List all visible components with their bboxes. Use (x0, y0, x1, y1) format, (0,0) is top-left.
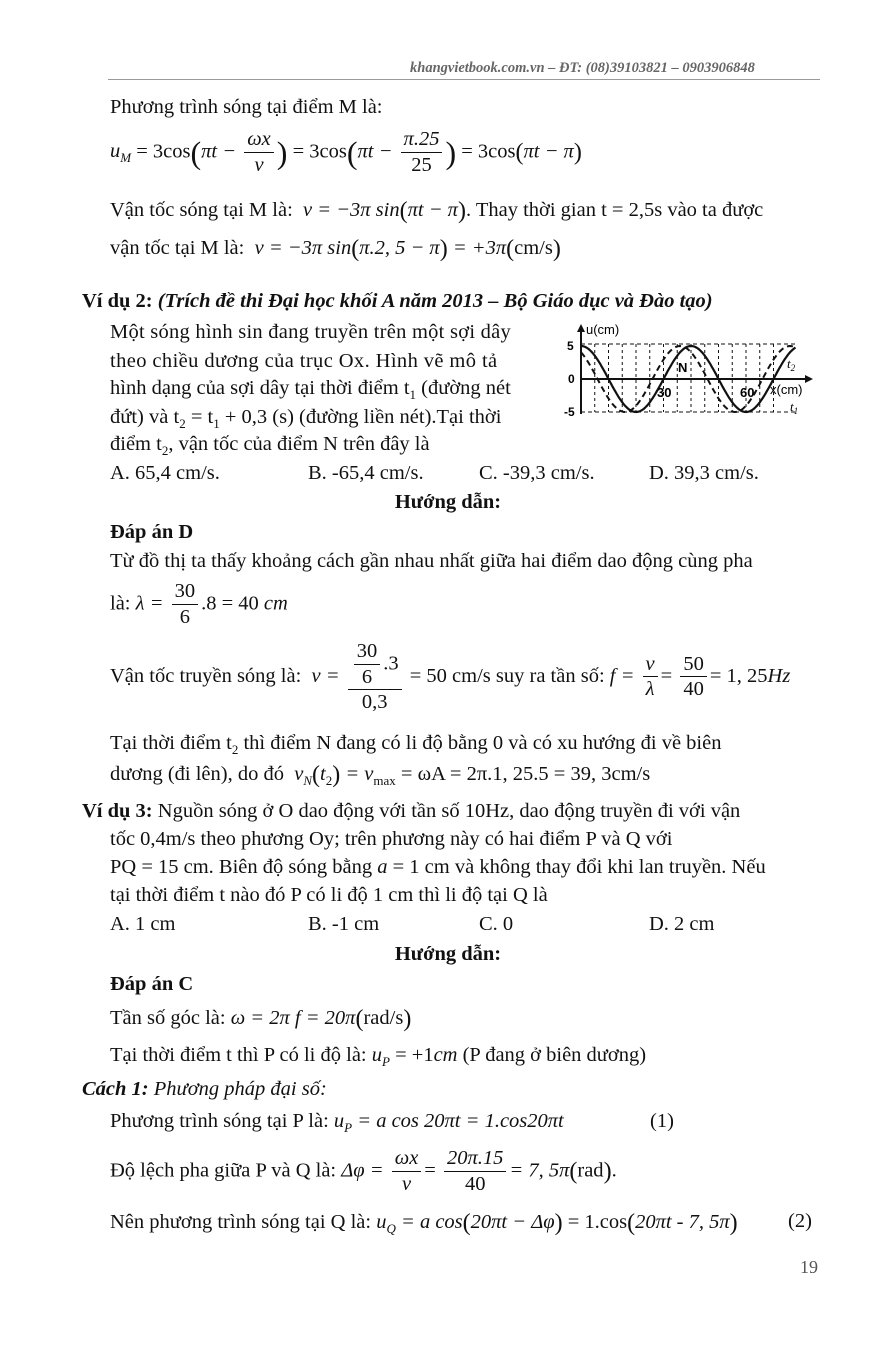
method-heading: Cách 1: Phương pháp đại số: (82, 1078, 327, 1100)
text-line: dương (đi lên), do đó $v_N(t_2) = v_{max} = \omega A = 2\pi.1$, 25.5 = 39, 3cm/s (110, 762, 651, 789)
example-2-title: Ví dụ 2: (Trích đề thi Đại học khối A năm 2013 – Bộ Giáo dục và Đào tạo) (82, 290, 713, 312)
text-line: PQ = 15 cm. Biên độ sóng bằng a = 1 cm và không thay đổi khi lan truyền. Nếu (110, 856, 766, 878)
y-tick: 0 (568, 372, 575, 386)
y-axis-label: u(cm) (586, 322, 620, 337)
option-a: A. 65,4 cm/s. (110, 462, 220, 484)
x-axis-label: x(cm) (770, 382, 803, 397)
y-tick: 5 (567, 339, 574, 353)
text-line: Phương trình sóng tại P là: $u_P = a$ cos 20πt = 1.cos20πt (1) (110, 1110, 674, 1136)
text-line: Một sóng hình sin đang truyền trên một sợi dây (110, 321, 511, 343)
curve-t1-label: $t_1$ (790, 399, 799, 416)
text-line: tại thời điểm t nào đó P có li độ 1 cm thì li độ tại Q là (110, 884, 548, 906)
text-line: Phương trình sóng tại điểm M là: (110, 96, 383, 118)
curve-t2-label: $t_2$ (787, 356, 796, 373)
example-3-line: Ví dụ 3: Nguồn sóng ở O dao động với tần số 10Hz, dao động truyền đi với vận (82, 800, 741, 822)
y-tick: -5 (564, 405, 575, 418)
guide-heading: Hướng dẫn: (394, 491, 502, 513)
page-number: 19 (800, 1257, 818, 1277)
equation-lambda: là: λ = $\frac{30}{6}$ .8 = 40 cm (110, 580, 288, 628)
option-d: D. 2 cm (649, 913, 715, 935)
option-b: B. -65,4 cm/s. (308, 462, 424, 484)
text-line: tốc 0,4m/s theo phương Oy; trên phương này có hai điểm P và Q với (110, 828, 673, 850)
text-line: vận tốc tại M là: v = −3π sin(π.2, 5 − π) = +3π(cm/s) (110, 236, 561, 262)
y-axis-arrow (577, 324, 585, 332)
x-axis-arrow (805, 375, 813, 383)
text-line: Từ đồ thị ta thấy khoảng cách gần nhau nhất giữa hai điểm dao động cùng pha (110, 550, 753, 572)
option-c: C. 0 (479, 913, 514, 935)
text-line: Vận tốc sóng tại M là: v = −3π sin(πt − π). Thay thời gian t = 2,5s vào ta được (110, 198, 764, 224)
text-line: hình dạng của sợi dây tại thời điểm $t_1$ (đường nét (110, 377, 511, 403)
equation-uM: $u_M = 3\cos(\pi t$ − $\frac{\omega x}{v}$ ) = 3cos(πt − $\frac{\pi.25}{25}$ ) = 3cos(πt − π) (110, 128, 582, 176)
option-d: D. 39,3 cm/s. (649, 462, 759, 484)
x-tick: 60 (740, 385, 755, 400)
text-line: đứt) và $t_2 = t_1 + 0,3$ (s) (đường liền nét).Tại thời (110, 406, 502, 432)
wave-graph (564, 322, 814, 418)
text-line: Nên phương trình sóng tại Q là: $u_Q = a$ cos(20πt − Δφ) = 1.cos(20πt - 7, 5π) (2) (110, 1210, 812, 1237)
option-a: A. 1 cm (110, 913, 176, 935)
x-tick: 30 (657, 385, 672, 400)
option-c: C. -39,3 cm/s. (479, 462, 595, 484)
text-line: điểm $t_2$, vận tốc của điểm N trên đây là (110, 433, 430, 459)
text-line: Tần số góc là: ω = 2π f = 20π(rad/s) (110, 1006, 412, 1032)
text-line: theo chiều dương của trục Ox. Hình vẽ mô tả (110, 350, 498, 372)
equation-velocity: Vận tốc truyền sóng là: v = $\frac{30}{6}$ .3 0,3 = 50 cm/s suy ra tần số: f = $\frac{v}{\lambda}$ = $\frac{50}{40}$ = 1, 25Hz (110, 640, 791, 714)
page-header: khangvietbook.com.vn – ĐT: (08)39103821 – 0903906848 (410, 60, 755, 76)
header-rule (108, 79, 820, 80)
point-N-label: N (678, 360, 688, 375)
text-line: Tại thời điểm t thì P có li độ là: $u_P = +1cm$ (P đang ở biên dương) (110, 1044, 647, 1070)
answer: Đáp án C (110, 973, 194, 995)
text-line: Tại thời điểm $t_2$ thì điểm N đang có li độ bằng 0 và có xu hướng đi về biên (110, 732, 722, 758)
option-b: B. -1 cm (308, 913, 380, 935)
equation-phase: Độ lệch pha giữa P và Q là: Δφ = $\frac{\omega x}{v}$ = $\frac{20\pi.15}{40}$ = 7, 5π(rad). (110, 1147, 617, 1195)
guide-heading: Hướng dẫn: (394, 943, 502, 965)
answer: Đáp án D (110, 521, 194, 543)
